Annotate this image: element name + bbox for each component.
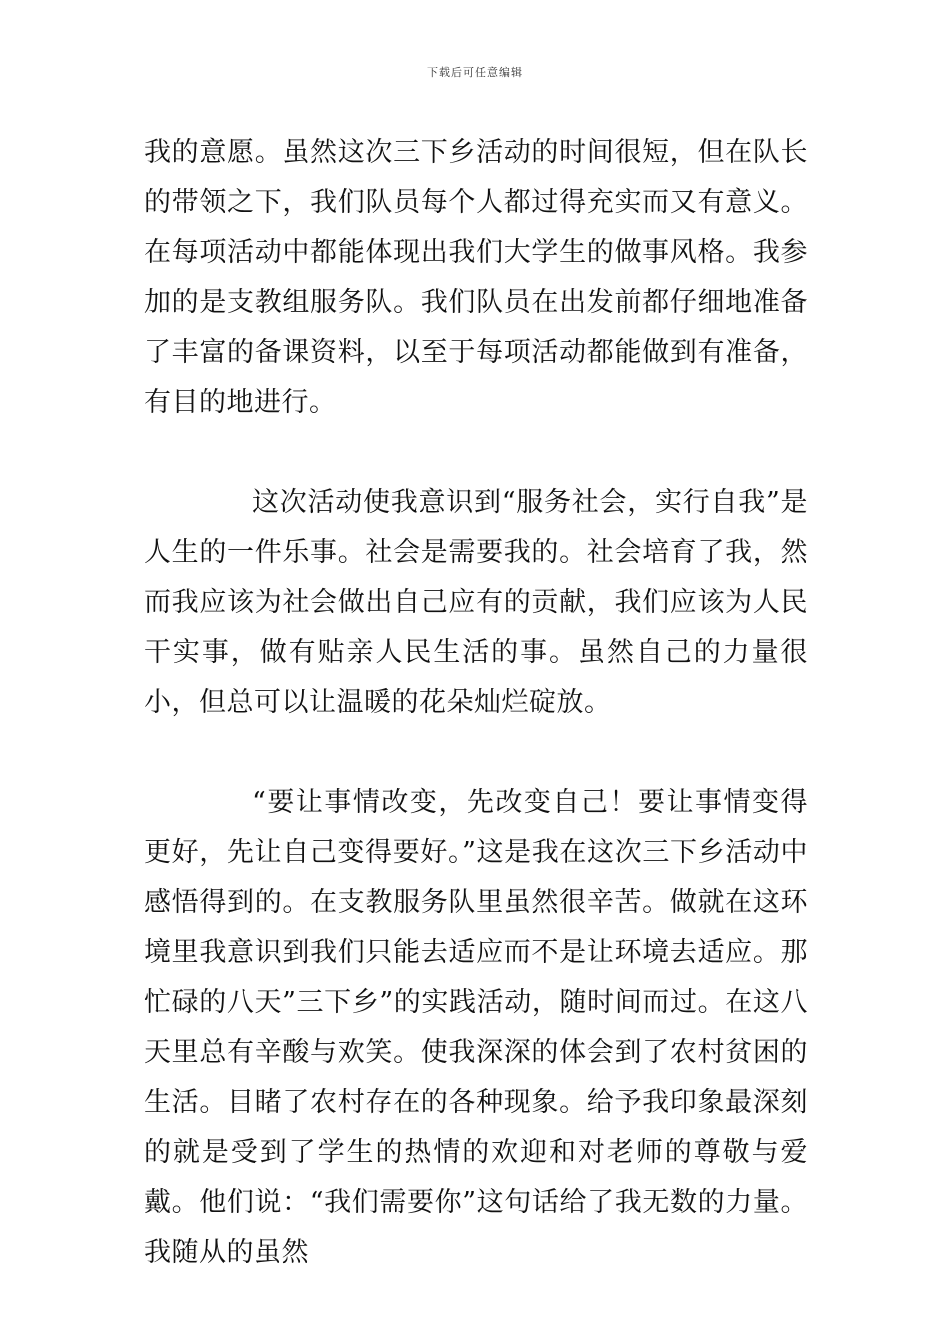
page-header: 下载后可任意编辑 bbox=[427, 66, 523, 79]
paragraph-1: 我的意愿。虽然这次三下乡活动的时间很短，但在队长的带领之下，我们队员每个人都过得充实而又有意义。在每项活动中都能体现出我们大学生的做事风格。我参加的是支教组服务队。我们队员在出发前都仔细地准备了丰富的备课资料，以至于每项活动都能做到有准备，有目的地进行。 bbox=[144, 137, 808, 418]
document-body bbox=[144, 128, 808, 1278]
paragraph-3: “要让事情改变，先改变自己！要让事情变得更好，先让自己变得要好。”这是我在这次三下乡活动中感悟得到的。在支教服务队里虽然很辛苦。做就在这环境里我意识到我们只能去适应而不是让环境去适应。那忙碌的八天”三下乡”的实践活动，随时间而过。在这八天里总有辛酸与欢笑。使我深深的体会到了农村贫困的生活。目睹了农村存在的各种现象。给予我印象最深刻的就是受到了学生的热情的欢迎和对老师的尊敬与爱戴。他们说：“我们需要你”这句话给了我无数的力量。我随从的虽然 bbox=[144, 787, 808, 1268]
paragraph-2: 这次活动使我意识到“服务社会，实行自我”是人生的一件乐事。社会是需要我的。社会培育了我，然而我应该为社会做出自己应有的贡献，我们应该为人民干实事，做有贴亲人民生活的事。虽然自己的力量很小，但总可以让温暖的花朵灿烂碇放。 bbox=[144, 487, 808, 718]
paragraph-spacer bbox=[144, 428, 808, 478]
paragraph-spacer bbox=[144, 728, 808, 778]
